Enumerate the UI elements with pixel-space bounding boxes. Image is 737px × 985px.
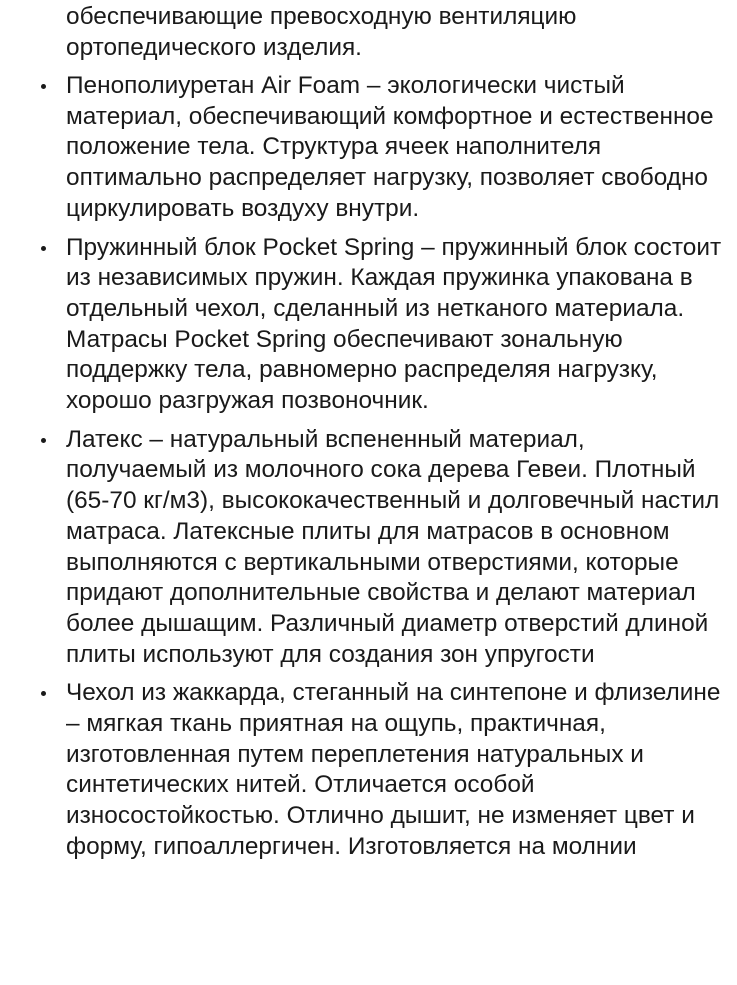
intro-paragraph: обеспечивающие превосходную вентиляцию ортопедического изделия. [66,3,577,61]
bullet-icon [41,84,46,89]
list-item-text: Латекс – натуральный вспененный материал, получаемый из молочного сока дерева Гевеи. Плотный (65-70 кг/м3), высококачественный и долговечный настил матраса. Латексные плиты для матрасов в основном выполняются с вертикальными отверстиями, которые придают дополнительные свойства и делают материал более дышащим. Различный диаметр отверстий длиной плиты используют для создания зон упругости [66,425,720,668]
list-item-text: Пружинный блок Pocket Spring – пружинный блок состоит из независимых пружин. Каждая пружинка упакована в отдельный чехол, сделанный из нетканого материала. Матрасы Pocket Spring обеспечивают зональную поддержку тела, равномерно распределяя нагрузку, хорошо разгружая позвоночник. [66,233,722,415]
feature-list [0,71,737,871]
list-item-text: Чехол из жаккарда, стеганный на синтепоне и флизелине – мягкая ткань приятная на ощупь, практичная, изготовленная путем переплетения натуральных и синтетических нитей. Отличается особой износостойкостью. Отлично дышит, не изменяет цвет и форму, гипоаллергичен. Изготовляется на молнии [66,679,721,860]
list-item [0,425,726,671]
bullet-icon [41,691,46,696]
bullet-icon [41,246,46,251]
list-item [0,233,726,417]
list-item [0,71,726,225]
list-item [0,678,726,862]
bullet-icon [41,438,46,443]
list-item-text: Пенополиуретан Air Foam – экологически чистый материал, обеспечивающий комфортное и естественное положение тела. Структура ячеек наполнителя оптимально распределяет нагрузку, позволяет свободно циркулировать воздуху внутри. [66,72,714,222]
